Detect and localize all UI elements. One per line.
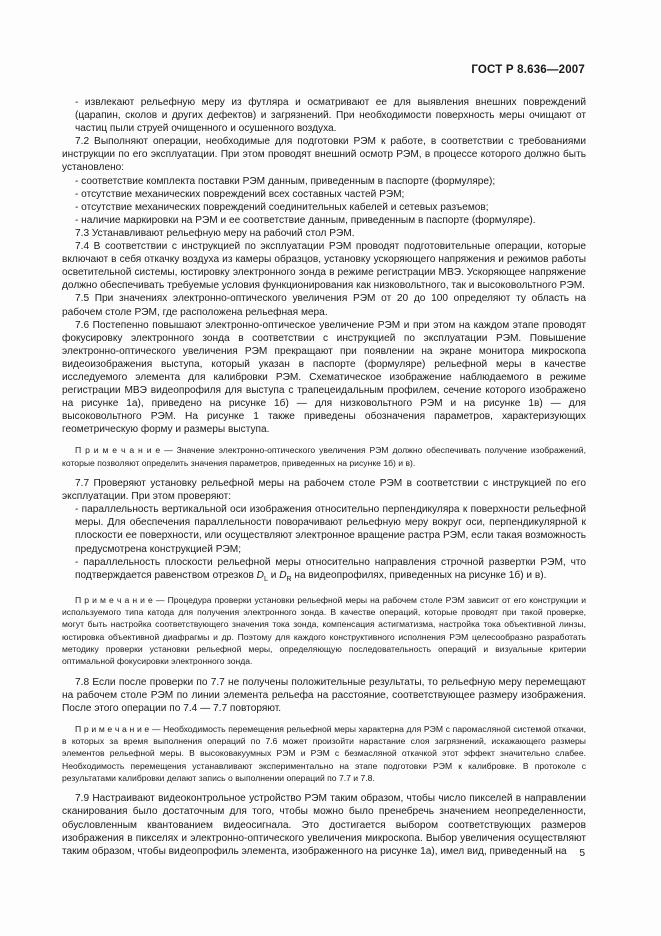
paragraph-7-6: 7.6 Постепенно повышают электронно-оптическое увеличение РЭМ и при этом на каждом этапе проводят фокусировку электронного зонда в соответствии с инструкцией по эксплуатации РЭМ. Повышение электронно-оптического увеличения РЭМ прекращают при появлении на экране монитора микроскопа видеоизображения выступа, который указан в паспорте (формуляре) рельефной меры в качестве исследуемого элемента для калибровки РЭМ. Схематическое изображение наблюдаемого в режиме регистрации МВЭ видеопрофиля для выступа с трапецеидальным профилем, сечение которого изображено на рисунке 1а), приведено на рисунке 1б) — для низковольтного РЭМ и на рисунке 1в) — для высоковольтного РЭМ. На рисунке 1 также приведены обозначения параметров, характеризующих геометрическую форму и размеры выступа. bbox=[62, 319, 586, 436]
paragraph-7-1-cont: - извлекают рельефную меру из футляра и осматривают ее для выявления внешних повреждений (царапин, сколов и других дефектов) и загрязнений. При необходимости поверхность меры очищают от частиц пыли струей очищенного и осушенного воздуха. bbox=[75, 97, 586, 135]
paragraph-7-7-item-a: - параллельность вертикальной оси изображения относительно перпендикуляра к поверхности рельефной меры. Для обеспечения параллельности поворачивают рельефную меру вокруг оси, перпендикулярной к плоскости ее поверхности, или осуществляют электронное вращение растра РЭМ, если такая возможность предусмотрена конструкцией РЭМ; bbox=[75, 504, 586, 555]
paragraph-7-5: 7.5 При значениях электронно-оптического увеличения РЭМ от 20 до 100 определяют ту область на рабочем столе РЭМ, где расположена рельефная мера. bbox=[62, 293, 586, 318]
list-item: - отсутствие механических повреждений соединительных кабелей и сетевых разъемов; bbox=[75, 201, 489, 213]
note-2 bbox=[62, 594, 586, 668]
symbol-d: D bbox=[279, 569, 287, 581]
note-label: П р и м е ч а н и е bbox=[75, 594, 153, 605]
page-number: 5 bbox=[579, 848, 585, 859]
note-label: П р и м е ч а н и е bbox=[75, 445, 161, 456]
paragraph-7-8: 7.8 Если после проверки по 7.7 не получены положительные результаты, то рельефную меру перемещают на рабочем столе РЭМ по линии элемента рельефа на расстояние, соответствующее размеру изображения. После этого операции по 7.4 — 7.7 повторяют. bbox=[62, 676, 586, 714]
paragraph-7-4: 7.4 В соответствии с инструкцией по эксплуатации РЭМ проводят подготовительные операции, которые включают в себя откачку воздуха из камеры образцов, установку ускоряющего напряжения и режимов работы осветительной системы, юстировку электронного зонда в режиме регистрации МВЭ. Ускоряющее напряжение должно обеспечивать требуемые условия функционирования как низковольтного, так и высоковольтного РЭМ. bbox=[62, 241, 586, 292]
note-3 bbox=[62, 723, 586, 784]
paragraph-7-2: 7.2 Выполняют операции, необходимые для подготовки РЭМ к работе, в соответствии с требованиями инструкции по его эксплуатации. При этом проводят внешний осмотр РЭМ, в процессе которого должно быть установлено: bbox=[62, 136, 586, 174]
paragraph-7-7-item-b bbox=[62, 556, 586, 586]
note-text: — Значение электронно-оптического увеличения РЭМ должно обеспечивать получение изображений, которые позволяют определить значения параметров, приведенных на рисунке 1б) и в). bbox=[62, 445, 586, 468]
text-run: и bbox=[267, 569, 280, 581]
paragraph-7-3: 7.3 Устанавливают рельефную меру на рабочий стол РЭМ. bbox=[75, 227, 355, 239]
note-label: П р и м е ч а н и е bbox=[75, 723, 150, 734]
symbol-d: D bbox=[256, 569, 264, 581]
paragraph-7-7: 7.7 Проверяют установку рельефной меры на рабочем столе РЭМ в соответствии с инструкцией по его эксплуатации. При этом проверяют: bbox=[62, 478, 586, 503]
paragraph-7-9: 7.9 Настраивают видеоконтрольное устройство РЭМ таким образом, чтобы число пикселей в направлении сканирования было достаточным для того, чтобы можно было пренебречь значением неопределенности, обусловленным квантованием видеосигнала. Это достигается выбором соответствующих размеров изображения в пикселях и электронно-оптического увеличения микроскопа. Выбор увеличения осуществляют таким образом, чтобы видеопрофиль элемента, изображенного на рисунке 1а), имел вид, приведенный на bbox=[62, 793, 586, 857]
subscript-r: R bbox=[286, 575, 292, 583]
subscript-l: L bbox=[263, 575, 268, 583]
list-item: - наличие маркировки на РЭМ и ее соответствие данным, приведенным в паспорте (формуляре). bbox=[75, 214, 536, 226]
note-text: — Необходимость перемещения рельефной меры характерна для РЭМ с паромасляной системой откачки, в которых за время выполнения операций по 7.6 может произойти нарастание слоя загрязнений, искажающего размеры элементов рельефной меры. В высоковакуумных РЭМ и РЭМ с безмасляной откачкой этот эффект значительно слабее. Необходимость перемещения устанавливают экспериментально на этапе подготовки РЭМ к калибровке. В протоколе с результатами калибровки делают запись о выполнении операций по 7.7 и 7.8. bbox=[62, 723, 587, 784]
text-run: на видеопрофилях, приведенных на рисунке 1б) и в). bbox=[291, 569, 547, 581]
list-item: - отсутствие механических повреждений всех составных частей РЭМ; bbox=[75, 188, 405, 200]
note-text: — Процедура проверки установки рельефной меры на рабочем столе РЭМ зависит от его конструкции и используемого типа катода для получения электронного зонда. В качестве операций, которые проводят при такой проверке, могут быть настройка соответствующего значения тока зонда, компенсация астигматизма, настройка тока объективной линзы, юстировка объективной диафрагмы и др. Поэтому для каждого конструктивного исполнения РЭМ целесообразно разработать методику проверки установки рельефной меры, определяющую последовательность операций и визуальные критерии оптимальной фокусировки электронного зонда. bbox=[62, 594, 586, 667]
list-item: - соответствие комплекта поставки РЭМ данным, приведенным в паспорте (формуляре); bbox=[75, 175, 496, 187]
document-body bbox=[62, 96, 586, 858]
text-run: - параллельность плоскости рельефной меры относительно направления строчной развертки РЭМ, что подтверждается равенством отрезков bbox=[75, 556, 586, 581]
note-1 bbox=[62, 444, 586, 469]
document-header: ГОСТ Р 8.636—2007 bbox=[471, 64, 585, 76]
